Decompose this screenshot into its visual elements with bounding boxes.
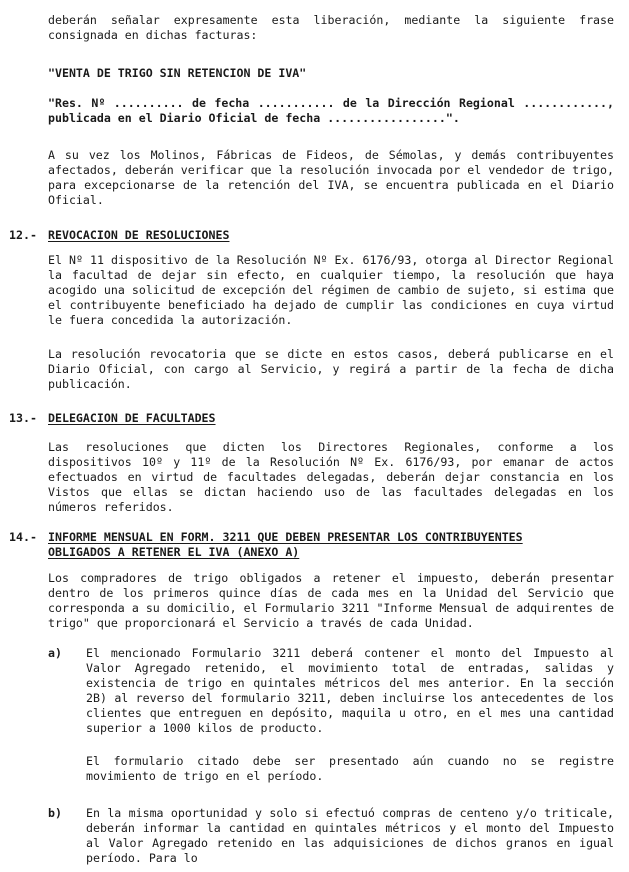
section-14-title-line-1: INFORME MENSUAL EN FORM. 3211 QUE DEBEN PRESENTAR LOS CONTRIBUYENTES <box>48 530 523 544</box>
section-14-paragraph-1: Los compradores de trigo obligados a retener el impuesto, deberán presentar dentro de los primeros quince días de cada mes en la Unidad del Servicio que corresponda a su domicilio, el Formulario 3211 "Informe Mensual de adquirentes de trigo" que proporcionará el Servicio a través de cada Unidad. <box>48 571 614 630</box>
section-12-number: 12.- <box>9 228 37 242</box>
item-b-paragraph-1: En la misma oportunidad y solo si efectuó compras de centeno y/o triticale, deberán informar la cantidad en quintales métricos y el monto del Impuesto al Valor Agregado retenido en las adquisiciones de dichos granos en igual período. Para lo <box>86 806 614 865</box>
section-12-paragraph-2: La resolución revocatoria que se dicte en estos casos, deberá publicarse en el Diario Oficial, con cargo al Servicio, y regirá a partir de la fecha de dicha publicación. <box>48 347 614 391</box>
section-12-paragraph-1: El Nº 11 dispositivo de la Resolución Nº Ex. 6176/93, otorga al Director Regional la facultad de dejar sin efecto, en cualquier tiempo, la resolución que haya acogido una solicitud de excepción del régimen de cambio de sujeto, si estima que el contribuyente beneficiado ha dejado de cumplir las condiciones en cuya virtud le fuera concedida la autorización. <box>48 253 614 327</box>
quote-resolution: "Res. Nº .......... de fecha ........... de la Dirección Regional ............, publicada en el Diario Oficial de fecha .................". <box>48 96 614 125</box>
section-14-title-line-2: OBLIGADOS A RETENER EL IVA (ANEXO A) <box>48 545 300 559</box>
item-a-label: a) <box>48 646 62 660</box>
section-14-number: 14.- <box>9 530 37 544</box>
molinos-paragraph: A su vez los Molinos, Fábricas de Fideos, de Sémolas, y demás contribuyentes afectados, deberán verificar que la resolución invocada por el vendedor de trigo, para excepcionarse de la retención del IVA, se encuentra publicada en el Diario Oficial. <box>48 148 614 207</box>
section-13-title: DELEGACION DE FACULTADES <box>48 411 216 425</box>
intro-continuation: deberán señalar expresamente esta liberación, mediante la siguiente frase consignada en dichas facturas: <box>48 13 614 42</box>
item-a-paragraph-2: El formulario citado debe ser presentado aún cuando no se registre movimiento de trigo en el período. <box>86 754 614 783</box>
quote-title: "VENTA DE TRIGO SIN RETENCION DE IVA" <box>48 66 307 80</box>
section-13-number: 13.- <box>9 411 37 425</box>
item-b-label: b) <box>48 806 62 820</box>
item-a-paragraph-1: El mencionado Formulario 3211 deberá contener el monto del Impuesto al Valor Agregado retenido, el movimiento total de entradas, salidas y existencia de trigo en quintales métricos del mes anterior. En la sección 2B) al reverso del formulario 3211, deben incluirse los antecedentes de los clientes que entreguen en depósito, maquila u otro, en el mes una cantidad superior a 1000 kilos de producto. <box>86 646 614 735</box>
section-12-title: REVOCACION DE RESOLUCIONES <box>48 228 230 242</box>
section-13-paragraph-1: Las resoluciones que dicten los Directores Regionales, conforme a los dispositivos 10º y 11º de la Resolución Nº Ex. 6176/93, por emanar de actos efectuados en virtud de facultades delegadas, deberán dejar constancia en los Vistos que ellas se dictan haciendo uso de las facultades delegadas en los números referidos. <box>48 440 614 514</box>
